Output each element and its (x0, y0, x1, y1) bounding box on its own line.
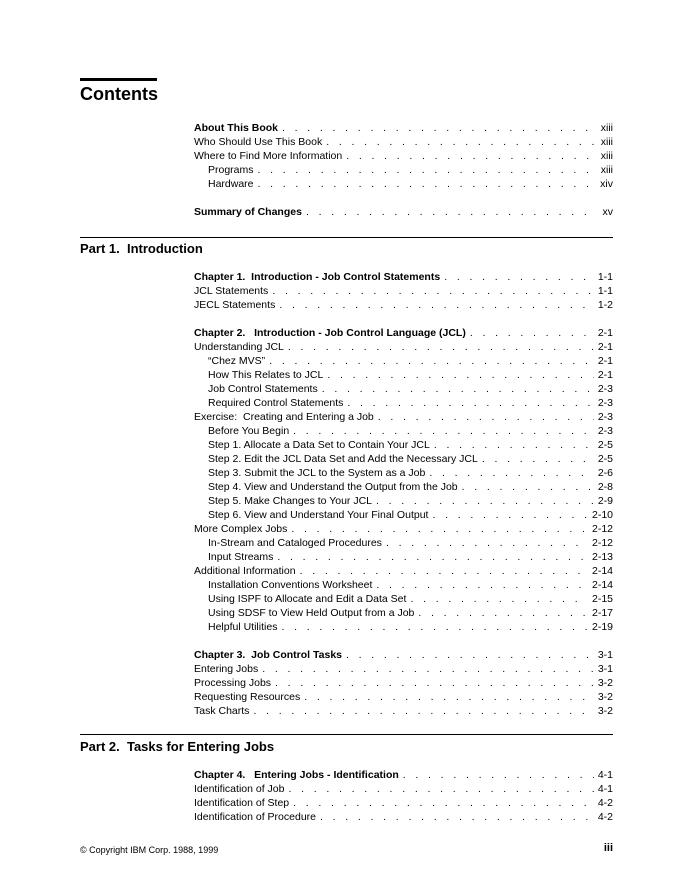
toc-entry-page: 2-3 (597, 383, 613, 395)
toc-entry-page: 4-2 (597, 797, 613, 809)
toc-entry-label: Identification of Procedure (194, 811, 316, 823)
toc-entry-label: In-Stream and Cataloged Procedures (208, 537, 382, 549)
toc-entry-page: 2-3 (597, 397, 613, 409)
toc-entry-label: Step 1. Allocate a Data Set to Contain Your JCL (208, 439, 430, 451)
toc-entry-page: 2-9 (597, 495, 613, 507)
toc-entry-page: 4-1 (597, 769, 613, 781)
toc-entry-page: xv (602, 206, 613, 218)
toc-entry-page: xiv (600, 178, 613, 190)
toc-entry[interactable] (194, 564, 613, 578)
dot-leader (429, 466, 594, 480)
toc-entry-page: 3-1 (597, 649, 613, 661)
toc-entry-label: How This Relates to JCL (208, 369, 324, 381)
toc-entry[interactable] (194, 662, 613, 676)
toc-entry-page: 2-15 (591, 593, 613, 605)
dot-leader (470, 326, 594, 340)
toc-entry-page: 2-1 (597, 341, 613, 353)
toc-entry-label: Who Should Use This Book (194, 136, 323, 148)
dot-leader (326, 135, 595, 149)
dot-leader (434, 438, 594, 452)
toc-entry[interactable] (194, 466, 613, 480)
toc-part-1 (194, 270, 613, 718)
dot-leader (376, 494, 594, 508)
toc-entry[interactable] (194, 508, 613, 522)
toc-entry[interactable] (194, 177, 613, 191)
toc-entry[interactable] (194, 396, 613, 410)
toc-entry-label: Required Control Statements (208, 397, 344, 409)
toc-entry[interactable] (194, 704, 613, 718)
toc-entry-page: 3-1 (597, 663, 613, 675)
toc-entry[interactable] (194, 578, 613, 592)
dot-leader (275, 676, 594, 690)
dot-leader (272, 284, 594, 298)
dot-leader (281, 620, 588, 634)
toc-chapter-entry[interactable] (194, 648, 613, 662)
toc-entry-page: 2-3 (597, 425, 613, 437)
dot-leader (262, 662, 594, 676)
toc-entry-page: 2-17 (591, 607, 613, 619)
dot-leader (282, 121, 595, 135)
toc-entry-page: 2-14 (591, 579, 613, 591)
toc-entry[interactable] (194, 382, 613, 396)
dot-leader (386, 536, 588, 550)
dot-leader (432, 508, 588, 522)
toc-entry[interactable] (194, 592, 613, 606)
toc-entry[interactable] (194, 452, 613, 466)
toc-entry-label: Step 3. Submit the JCL to the System as a Job (208, 467, 426, 479)
toc-entry[interactable] (194, 620, 613, 634)
dot-leader (410, 592, 588, 606)
toc-entry-page: 2-1 (597, 327, 613, 339)
dot-leader (277, 550, 588, 564)
toc-entry-page: xiii (600, 122, 613, 134)
dot-leader (279, 298, 593, 312)
toc-entry-page: 2-13 (591, 551, 613, 563)
dot-leader (322, 382, 594, 396)
toc-entry-label: Entering Jobs (194, 663, 259, 675)
toc-entry-label: Using ISPF to Allocate and Edit a Data Set (208, 593, 407, 605)
toc-entry-label: Chapter 3. Job Control Tasks (194, 649, 342, 661)
toc-entry-page: 2-1 (597, 355, 613, 367)
toc-entry[interactable] (194, 298, 613, 312)
toc-entry-page: 2-8 (597, 481, 613, 493)
dot-leader (304, 690, 594, 704)
dot-leader (293, 424, 594, 438)
part-1-rule (80, 237, 613, 238)
toc-entry-page: xiii (600, 164, 613, 176)
toc-entry[interactable] (194, 676, 613, 690)
dot-leader (462, 480, 594, 494)
toc-entry[interactable] (194, 606, 613, 620)
part-2-rule (80, 734, 613, 735)
toc-entry[interactable] (194, 796, 613, 810)
toc-entry[interactable] (194, 810, 613, 824)
toc-entry[interactable] (194, 354, 613, 368)
toc-entry[interactable] (194, 550, 613, 564)
toc-entry[interactable] (194, 494, 613, 508)
dot-leader (378, 410, 594, 424)
toc-entry-label: Chapter 1. Introduction - Job Control Statements (194, 271, 441, 283)
dot-leader (306, 205, 595, 219)
part-1-title: Part 1. Introduction (80, 241, 203, 256)
toc-entry-label: Understanding JCL (194, 341, 284, 353)
toc-entry-label: Processing Jobs (194, 677, 272, 689)
toc-entry-page: xiii (600, 150, 613, 162)
toc-entry-label: Input Streams (208, 551, 274, 563)
toc-entry-label: Chapter 2. Introduction - Job Control Language (JCL) (194, 327, 466, 339)
toc-entry-page: 2-3 (597, 411, 613, 423)
toc-entry[interactable] (194, 284, 613, 298)
toc-entry-label: Step 6. View and Understand Your Final Output (208, 509, 429, 521)
toc-entry[interactable] (194, 690, 613, 704)
title-rule (80, 78, 157, 81)
toc-entry-label: Task Charts (194, 705, 250, 717)
dot-leader (288, 340, 594, 354)
toc-entry-label: More Complex Jobs (194, 523, 288, 535)
dot-leader (293, 796, 594, 810)
toc-entry-page: 4-1 (597, 783, 613, 795)
toc-chapter-entry[interactable] (194, 205, 613, 219)
toc-entry-label: Identification of Job (194, 783, 285, 795)
toc-entry-label: Before You Begin (208, 425, 290, 437)
dot-leader (376, 578, 588, 592)
toc-front-matter (194, 121, 613, 219)
dot-leader (346, 648, 594, 662)
toc-entry-page: 1-1 (597, 271, 613, 283)
toc-entry-page: 2-5 (597, 453, 613, 465)
toc-part-2 (194, 768, 613, 824)
toc-entry-page: 2-14 (591, 565, 613, 577)
dot-leader (418, 606, 588, 620)
toc-entry[interactable] (194, 536, 613, 550)
toc-entry[interactable] (194, 163, 613, 177)
toc-entry-label: JECL Statements (194, 299, 276, 311)
toc-entry-label: Step 2. Edit the JCL Data Set and Add the Necessary JCL (208, 453, 478, 465)
toc-entry[interactable] (194, 438, 613, 452)
toc-entry-label: Summary of Changes (194, 206, 302, 218)
toc-entry-label: Programs (208, 164, 254, 176)
toc-entry[interactable] (194, 424, 613, 438)
toc-entry-label: Step 5. Make Changes to Your JCL (208, 495, 373, 507)
toc-entry[interactable] (194, 480, 613, 494)
toc-entry[interactable] (194, 522, 613, 536)
toc-entry-label: Where to Find More Information (194, 150, 343, 162)
dot-leader (346, 149, 595, 163)
dot-leader (269, 354, 594, 368)
toc-entry[interactable] (194, 135, 613, 149)
toc-entry-label: Using SDSF to View Held Output from a Job (208, 607, 415, 619)
toc-entry-page: 3-2 (597, 691, 613, 703)
toc-entry[interactable] (194, 782, 613, 796)
toc-entry-label: “Chez MVS” (208, 355, 266, 367)
page-number: iii (603, 842, 613, 854)
dot-leader (444, 270, 594, 284)
toc-entry-page: 3-2 (597, 677, 613, 689)
toc-entry-page: 1-2 (597, 299, 613, 311)
toc-entry[interactable] (194, 368, 613, 382)
dot-leader (482, 452, 594, 466)
toc-entry-label: Chapter 4. Entering Jobs - Identification (194, 769, 399, 781)
dot-leader (288, 782, 593, 796)
toc-entry-label: About This Book (194, 122, 278, 134)
toc-entry-label: JCL Statements (194, 285, 269, 297)
toc-entry-page: 2-10 (591, 509, 613, 521)
toc-entry-page: 2-5 (597, 439, 613, 451)
toc-chapter-entry[interactable] (194, 270, 613, 284)
toc-entry[interactable] (194, 410, 613, 424)
toc-entry-page: 2-6 (597, 467, 613, 479)
dot-leader (291, 522, 588, 536)
page-title: Contents (80, 84, 158, 104)
toc-entry-label: Hardware (208, 178, 254, 190)
toc-entry-page: xiii (600, 136, 613, 148)
copyright-notice: © Copyright IBM Corp. 1988, 1999 (80, 845, 219, 855)
part-2-title: Part 2. Tasks for Entering Jobs (80, 739, 275, 754)
toc-entry-page: 2-12 (591, 523, 613, 535)
dot-leader (253, 704, 593, 718)
toc-entry[interactable] (194, 340, 613, 354)
dot-leader (258, 163, 595, 177)
toc-entry-page: 1-1 (597, 285, 613, 297)
toc-entry-label: Requesting Resources (194, 691, 301, 703)
toc-chapter-entry[interactable] (194, 326, 613, 340)
toc-entry-page: 4-2 (597, 811, 613, 823)
toc-entry[interactable] (194, 149, 613, 163)
dot-leader (403, 768, 594, 782)
toc-entry-label: Job Control Statements (208, 383, 318, 395)
toc-entry-page: 2-12 (591, 537, 613, 549)
toc-entry-label: Helpful Utilities (208, 621, 278, 633)
dot-leader (327, 368, 593, 382)
toc-entry-label: Additional Information (194, 565, 296, 577)
dot-leader (300, 564, 588, 578)
toc-entry-page: 3-2 (597, 705, 613, 717)
toc-chapter-entry[interactable] (194, 768, 613, 782)
dot-leader (320, 810, 594, 824)
toc-entry-label: Installation Conventions Worksheet (208, 579, 373, 591)
toc-entry-page: 2-19 (591, 621, 613, 633)
toc-entry-label: Identification of Step (194, 797, 290, 809)
toc-entry-label: Exercise: Creating and Entering a Job (194, 411, 374, 423)
dot-leader (347, 396, 593, 410)
toc-entry-label: Step 4. View and Understand the Output from the Job (208, 481, 458, 493)
toc-entry-page: 2-1 (597, 369, 613, 381)
dot-leader (258, 177, 595, 191)
toc-chapter-entry[interactable] (194, 121, 613, 135)
